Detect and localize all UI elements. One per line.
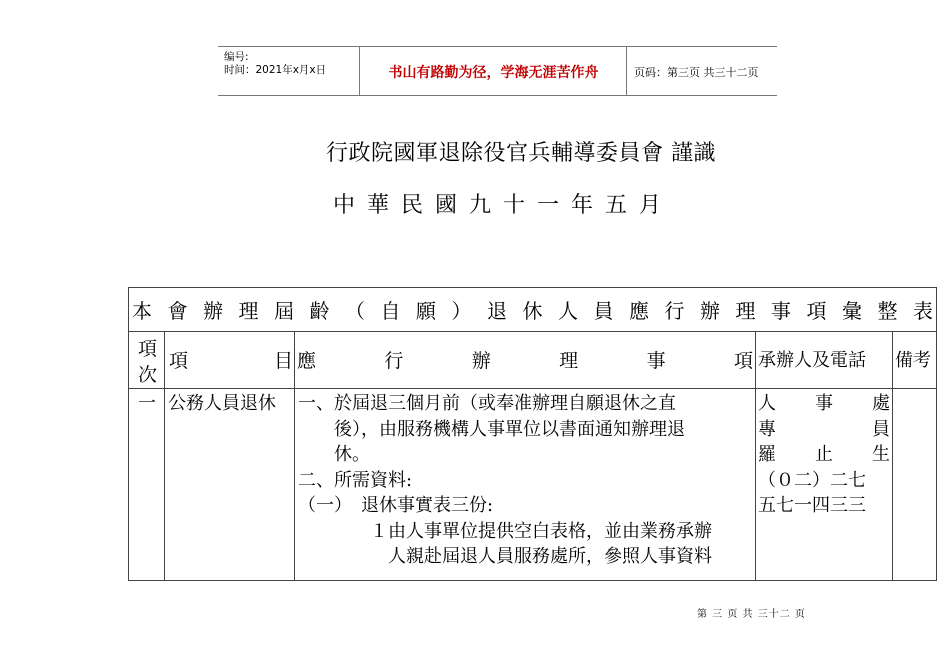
title-char: 應 <box>629 299 649 323</box>
action-header-char: 理 <box>559 350 579 372</box>
action-header-char: 事 <box>646 350 666 372</box>
time-label: 时间：2021年x月x日 <box>224 64 327 76</box>
contact-line <box>758 442 890 468</box>
contact-text: 止 <box>815 444 833 465</box>
title-char: 辦 <box>203 299 223 323</box>
document-date: 中華民國九十一年五月 <box>333 193 674 218</box>
contact-text: 五七一四三三 <box>758 495 866 516</box>
page-footer: 第 三 页 共 三十二 页 <box>697 609 806 620</box>
title-char: 員 <box>593 299 614 323</box>
table-rule <box>755 331 756 580</box>
title-char: 會 <box>167 299 188 323</box>
title-char: 退 <box>487 299 507 323</box>
title-char: 本 <box>132 299 152 323</box>
header-meta-cell <box>218 47 360 96</box>
title-char: 理 <box>238 299 259 323</box>
title-char: ） <box>451 299 472 323</box>
contact-text: 處 <box>872 393 890 414</box>
title-char: 自 <box>380 299 401 323</box>
header-action <box>297 346 753 373</box>
row-action <box>298 391 712 570</box>
table-rule <box>294 331 295 580</box>
header-remark: 備考 <box>895 350 931 371</box>
title-char: 齡 <box>309 299 330 323</box>
page-number-cell <box>628 47 777 96</box>
action-line: 人親赴屆退人員服務處所，參照人事資料 <box>298 546 712 567</box>
action-header-char: 應 <box>297 350 317 372</box>
page-label: 页码：第三页 共三十二页 <box>634 65 759 79</box>
title-char: 整 <box>877 299 898 323</box>
contact-text: 事 <box>815 393 833 414</box>
title-char: 事 <box>771 299 791 323</box>
motto-cell <box>361 47 627 96</box>
table-rule <box>892 331 893 580</box>
action-header-char: 辦 <box>471 350 491 372</box>
action-line: 後），由服務機構人事單位以書面通知辦理退 <box>298 418 685 440</box>
table-rule <box>129 388 936 389</box>
row-item: 公務人員退休 <box>168 393 276 414</box>
contact-line <box>758 493 890 519</box>
contact-text: 羅 <box>758 444 776 465</box>
row-seq: 一 <box>138 393 156 414</box>
action-header-char: 項 <box>733 350 753 372</box>
action-line: 休。 <box>298 444 370 465</box>
title-char: 表 <box>913 299 933 323</box>
title-char: （ <box>345 299 365 323</box>
document-header <box>218 46 777 96</box>
contact-line <box>758 391 890 417</box>
number-label: 编号: <box>224 51 249 63</box>
action-line: （一） 退休事實表三份: <box>298 495 494 516</box>
table-rule <box>164 331 165 580</box>
title-char: 人 <box>558 299 578 323</box>
title-char: 屆 <box>274 299 294 323</box>
table-rule <box>129 331 936 332</box>
contact-line <box>758 417 890 443</box>
row-contact <box>758 391 890 519</box>
action-header-char: 行 <box>384 350 404 372</box>
title-char: 辦 <box>700 299 720 323</box>
contact-text: 人 <box>758 393 776 414</box>
action-line: １由人事單位提供空白表格，並由業務承辦 <box>298 520 712 542</box>
title-char: 項 <box>806 299 827 323</box>
contact-text: 生 <box>872 444 890 465</box>
title-char: 休 <box>522 299 543 323</box>
title-char: 彙 <box>842 299 862 323</box>
header-item-left: 項 <box>169 350 189 372</box>
header-contact: 承辦人及電話 <box>758 350 866 371</box>
procedure-table <box>128 287 937 581</box>
organization-signature: 行政院國軍退除役官兵輔導委員會 謹識 <box>326 141 716 166</box>
contact-text: （０二）二七 <box>758 469 866 491</box>
title-char: 理 <box>735 299 756 323</box>
contact-text: 專 <box>758 418 776 440</box>
contact-text: 員 <box>872 418 890 440</box>
contact-line <box>758 468 890 494</box>
motto-text: 书山有路勤为径，学海无涯苦作舟 <box>388 64 599 81</box>
title-char: 願 <box>416 299 436 323</box>
header-item-right: 目 <box>274 350 294 372</box>
header-seq-bottom: 次 <box>138 364 158 386</box>
table-title <box>129 288 936 331</box>
title-char: 行 <box>664 299 685 323</box>
header-seq-top: 項 <box>138 338 158 360</box>
action-line: 二、所需資料: <box>298 469 413 491</box>
action-line: 一、於屆退三個月前（或奉准辦理自願退休之直 <box>298 393 676 414</box>
